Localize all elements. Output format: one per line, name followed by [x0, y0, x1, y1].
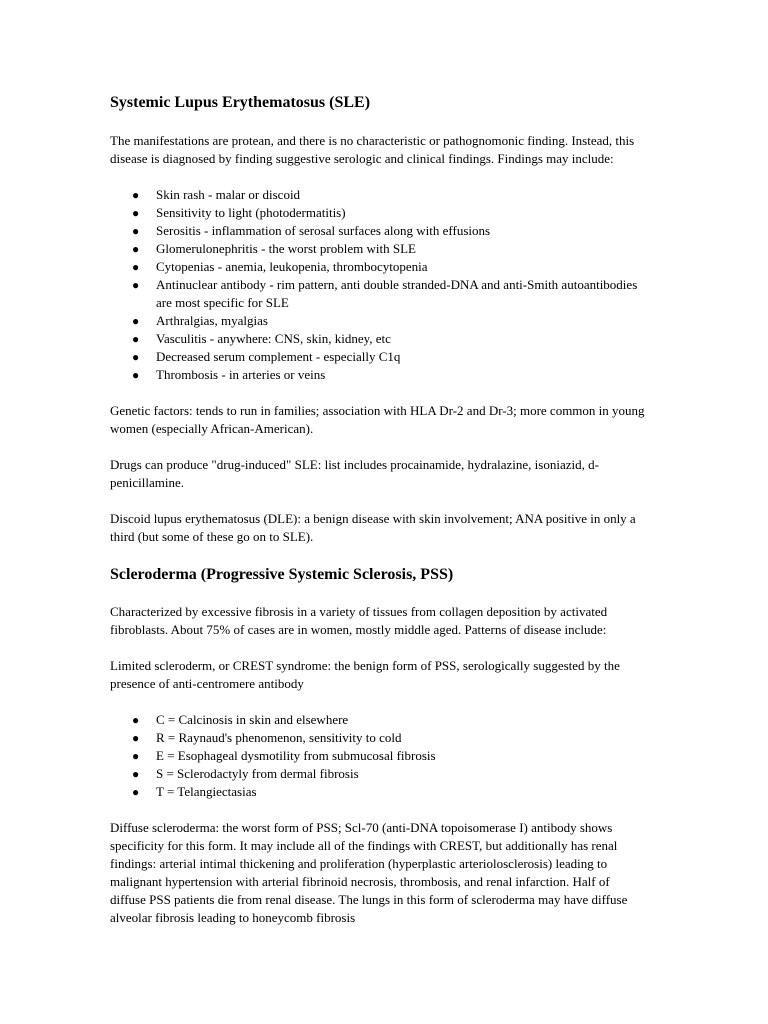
list-item: ● Sensitivity to light (photodermatitis)	[132, 205, 346, 220]
sle-drugs-paragraph: Drugs can produce "drug-induced" SLE: list includes procainamide, hydralazine, isoniazid, d-penicillamine.	[110, 457, 599, 490]
list-item: ● Glomerulonephritis - the worst problem with SLE	[132, 241, 416, 256]
bullet-icon: ●	[132, 713, 140, 727]
list-item: ● Arthralgias, myalgias	[132, 313, 268, 328]
list-item: ● Vasculitis - anywhere: CNS, skin, kidney, etc	[132, 331, 391, 346]
list-item: ● Decreased serum complement - especially C1q	[132, 349, 401, 364]
pss-diffuse-paragraph: Diffuse scleroderma: the worst form of PSS; Scl-70 (anti-DNA topoisomerase I) antibody shows specificity for this form. It may include all of the findings with CREST, but additionally has renal findings: arterial intimal thickening and proliferation (hyperplastic arteriolosclerosis) leading to malignant hypertension with arterial fibrinoid necrosis, thrombosis, and renal infarction. Half of diffuse PSS patients die from renal disease. The lungs in this form of scleroderma may have diffuse alveolar fibrosis leading to honeycomb fibrosis	[110, 820, 628, 925]
sle-findings-list	[110, 186, 646, 384]
list-item: ● Thrombosis - in arteries or veins	[132, 367, 326, 382]
pss-heading: Scleroderma (Progressive Systemic Sclerosis, PSS)	[110, 566, 454, 583]
list-item: ● Skin rash - malar or discoid	[132, 187, 301, 202]
list-item: ● T = Telangiectasias	[132, 784, 257, 799]
pss-intro-paragraph: Characterized by excessive fibrosis in a variety of tissues from collagen deposition by activated fibroblasts. About 75% of cases are in women, mostly middle aged. Patterns of disease include:	[110, 604, 608, 637]
sle-heading: Systemic Lupus Erythematosus (SLE)	[110, 94, 371, 111]
list-item: ● Antinuclear antibody - rim pattern, anti double stranded-DNA and anti-Smith autoantibodies are most specific for SLE	[132, 277, 638, 310]
bullet-icon: ●	[132, 206, 140, 220]
list-item: ● S = Sclerodactyly from dermal fibrosis	[132, 766, 359, 781]
sle-intro-paragraph: The manifestations are protean, and there is no characteristic or pathognomonic finding. Instead, this disease is diagnosed by finding suggestive serologic and clinical findings. Findings may include:	[110, 133, 635, 166]
bullet-icon: ●	[132, 314, 140, 328]
sle-discoid-paragraph: Discoid lupus erythematosus (DLE): a benign disease with skin involvement; ANA positive in only a third (but some of these go on to SLE).	[110, 511, 636, 544]
bullet-icon: ●	[132, 368, 140, 382]
bullet-icon: ●	[132, 188, 140, 202]
sle-genetic-paragraph: Genetic factors: tends to run in families; association with HLA Dr-2 and Dr-3; more common in young women (especially African-American).	[110, 403, 645, 436]
list-item: ● R = Raynaud's phenomenon, sensitivity to cold	[132, 730, 402, 745]
bullet-icon: ●	[132, 785, 140, 799]
crest-list	[110, 711, 646, 801]
bullet-icon: ●	[132, 224, 140, 238]
bullet-icon: ●	[132, 242, 140, 256]
bullet-icon: ●	[132, 332, 140, 346]
list-item: ● E = Esophageal dysmotility from submucosal fibrosis	[132, 748, 436, 763]
bullet-icon: ●	[132, 767, 140, 781]
document-page	[110, 90, 646, 945]
bullet-icon: ●	[132, 749, 140, 763]
bullet-icon: ●	[132, 731, 140, 745]
bullet-icon: ●	[132, 260, 140, 274]
pss-limited-paragraph: Limited scleroderm, or CREST syndrome: the benign form of PSS, serologically suggested by the presence of anti-centromere antibody	[110, 658, 620, 691]
list-item: ● Serositis - inflammation of serosal surfaces along with effusions	[132, 223, 491, 238]
list-item: ● C = Calcinosis in skin and elsewhere	[132, 712, 349, 727]
bullet-icon: ●	[132, 350, 140, 364]
list-item: ● Cytopenias - anemia, leukopenia, thrombocytopenia	[132, 259, 428, 274]
bullet-icon: ●	[132, 278, 140, 292]
